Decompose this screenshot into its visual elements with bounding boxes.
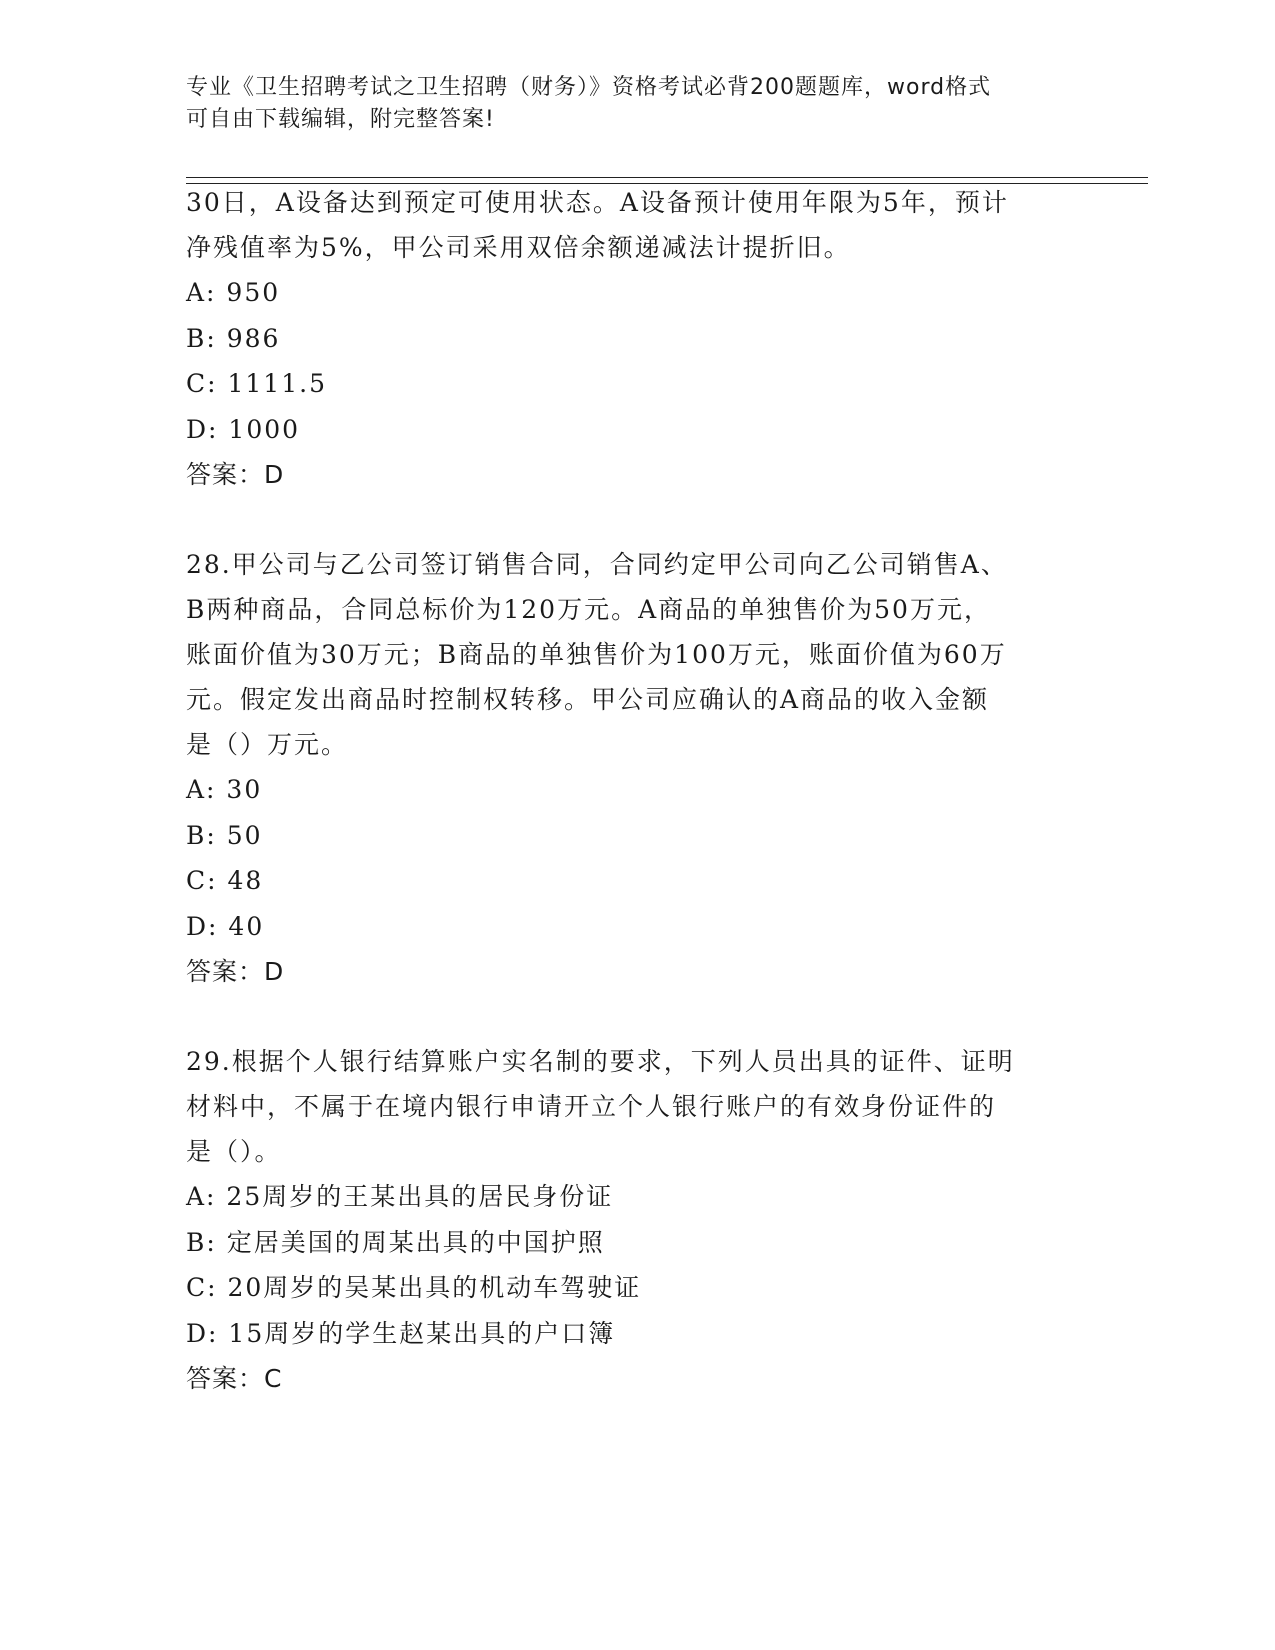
option-b: B: 定居美国的周某出具的中国护照 xyxy=(186,1227,605,1257)
option-b: B: 986 xyxy=(186,323,281,353)
document-header xyxy=(186,72,1086,136)
question-text-line: 是（）。 xyxy=(186,1137,282,1166)
question-text-line: 元。假定发出商品时控制权转移。甲公司应确认的A商品的收入金额 xyxy=(186,685,990,714)
question-block xyxy=(186,180,1086,498)
question-text-line: 28.甲公司与乙公司签订销售合同，合同约定甲公司向乙公司销售A、 xyxy=(186,550,1008,579)
header-divider-top xyxy=(186,177,1148,178)
question-spacer xyxy=(186,995,1086,1039)
question-block xyxy=(186,1039,1086,1402)
option-d: D: 40 xyxy=(186,911,265,941)
question-text-line: 30日，A设备达到预定可使用状态。A设备预计使用年限为5年，预计 xyxy=(186,188,1009,217)
question-text-line: 29.根据个人银行结算账户实名制的要求，下列人员出具的证件、证明 xyxy=(186,1047,1015,1076)
header-title-line-2: 可自由下载编辑，附完整答案! xyxy=(186,107,495,132)
option-d: D: 15周岁的学生赵某出具的户口簿 xyxy=(186,1318,616,1348)
question-text-line: 净残值率为5%，甲公司采用双倍余额递减法计提折旧。 xyxy=(186,233,851,262)
option-a: A: 950 xyxy=(186,278,281,307)
answer-line: 答案：C xyxy=(186,1364,283,1393)
question-block xyxy=(186,542,1086,995)
question-text-line: 账面价值为30万元；B商品的单独售价为100万元，账面价值为60万 xyxy=(186,640,1007,669)
answer-line: 答案：D xyxy=(186,460,285,489)
header-title-line-1: 专业《卫生招聘考试之卫生招聘（财务）》资格考试必背200题题库，word格式 xyxy=(186,75,992,100)
question-spacer xyxy=(186,498,1086,542)
question-list xyxy=(186,180,1086,1402)
option-c: C: 20周岁的吴某出具的机动车驾驶证 xyxy=(186,1273,642,1302)
option-c: C: 1111.5 xyxy=(186,369,327,398)
option-d: D: 1000 xyxy=(186,414,301,444)
option-c: C: 48 xyxy=(186,866,264,895)
question-text-line: 是（）万元。 xyxy=(186,730,349,759)
question-text-line: 材料中，不属于在境内银行申请开立个人银行账户的有效身份证件的 xyxy=(186,1092,997,1121)
answer-line: 答案：D xyxy=(186,957,285,986)
option-a: A: 30 xyxy=(186,775,263,804)
option-b: B: 50 xyxy=(186,820,263,850)
question-text-line: B两种商品，合同总标价为120万元。A商品的单独售价为50万元， xyxy=(186,595,991,624)
option-a: A: 25周岁的王某出具的居民身份证 xyxy=(186,1182,614,1211)
